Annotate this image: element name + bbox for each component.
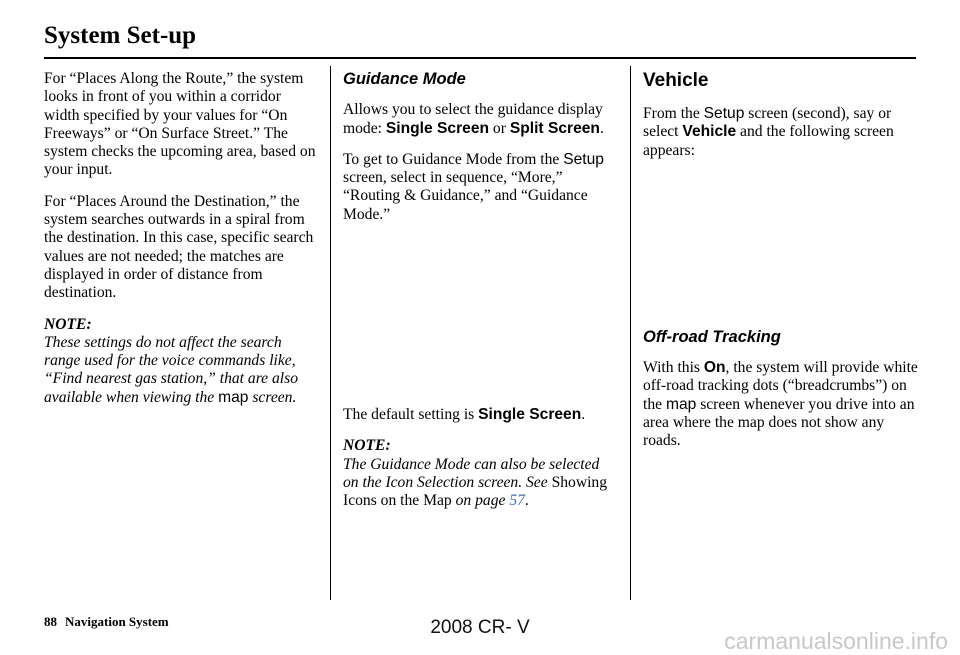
vehicle-term: Vehicle [682,123,737,141]
text-part: and the following screen appears: [643,123,894,159]
column-middle [343,70,618,524]
default-setting-paragraph [343,406,618,424]
guidance-mode-steps [343,151,618,224]
header-rule [44,57,916,59]
text-part: screen, select in sequence, “More,” “Routing & Guidance,” and “Guidance Mode.” [343,169,588,223]
text-part: Allows you to select the guidance display mode: [343,101,603,137]
note-text-part: screen. [248,388,297,406]
model-watermark: 2008 CR- V [430,617,530,638]
places-around-destination-paragraph: For “Places Around the Destination,” the system searches outwards in a spiral from the destination. In this case, specific search values are not needed; the matches are displayed in order of distance from destination. [44,192,314,302]
column-divider-left [330,66,331,600]
text-part: . [581,406,586,424]
text-part: on page [451,492,510,510]
text-part: , the system will provide white off-road tracking dots (“breadcrumbs”) on the [643,359,918,413]
cross-reference: Showing Icons on the Map [343,473,608,510]
setup-term: Setup [703,105,745,122]
text-part: . [599,119,604,137]
off-road-tracking-paragraph [643,359,918,450]
text-part: To get to Guidance Mode from the [343,150,564,168]
footer-title: Navigation System [65,614,169,629]
column-left [44,70,320,420]
map-term: map [218,388,249,406]
screen-image-placeholder [643,173,918,328]
column-divider-right [630,66,631,600]
note-text-part: These settings do not affect the search range used for the voice commands like, “Find nearest gas station,” that are also available when viewing the [44,333,298,406]
text-part: . [524,492,529,510]
text-part: With this [643,359,704,377]
column-right [643,70,918,464]
note-text [44,334,320,407]
note-text [343,456,618,511]
text-part: From the [643,105,704,122]
text-part: screen (second), say or select [643,105,892,141]
on-term: On [703,359,726,377]
guidance-mode-intro [343,101,618,138]
single-screen-term: Single Screen [478,406,582,424]
page-link[interactable]: 57 [509,492,525,510]
page-number: 88 [44,614,57,629]
page-title: System Set-up [44,22,197,49]
text-part: The default setting is [343,406,479,424]
text-part: screen whenever you drive into an area where the map does not show any roads. [643,395,915,450]
split-screen-term: Split Screen [509,119,600,137]
guidance-mode-heading: Guidance Mode [343,70,466,88]
screen-image-placeholder [343,237,618,406]
map-term: map [665,395,697,413]
setup-term: Setup [563,150,604,168]
vehicle-heading: Vehicle [643,70,709,91]
off-road-tracking-heading: Off-road Tracking [643,327,781,346]
single-screen-term: Single Screen [385,119,490,137]
text-part: or [489,119,510,137]
vehicle-intro [643,105,918,160]
note-label: NOTE: [44,315,92,333]
text-part: The Guidance Mode can also be selected on the Icon Selection screen. See [343,455,600,491]
site-watermark: carmanualsonline.info [724,628,948,654]
places-along-route-paragraph: For “Places Along the Route,” the system looks in front of you within a corridor width specified by your values for “On Freeways” or “On Surface Street.” The system checks the upcoming area, based on your input. [44,70,316,179]
note-label: NOTE: [343,437,391,455]
